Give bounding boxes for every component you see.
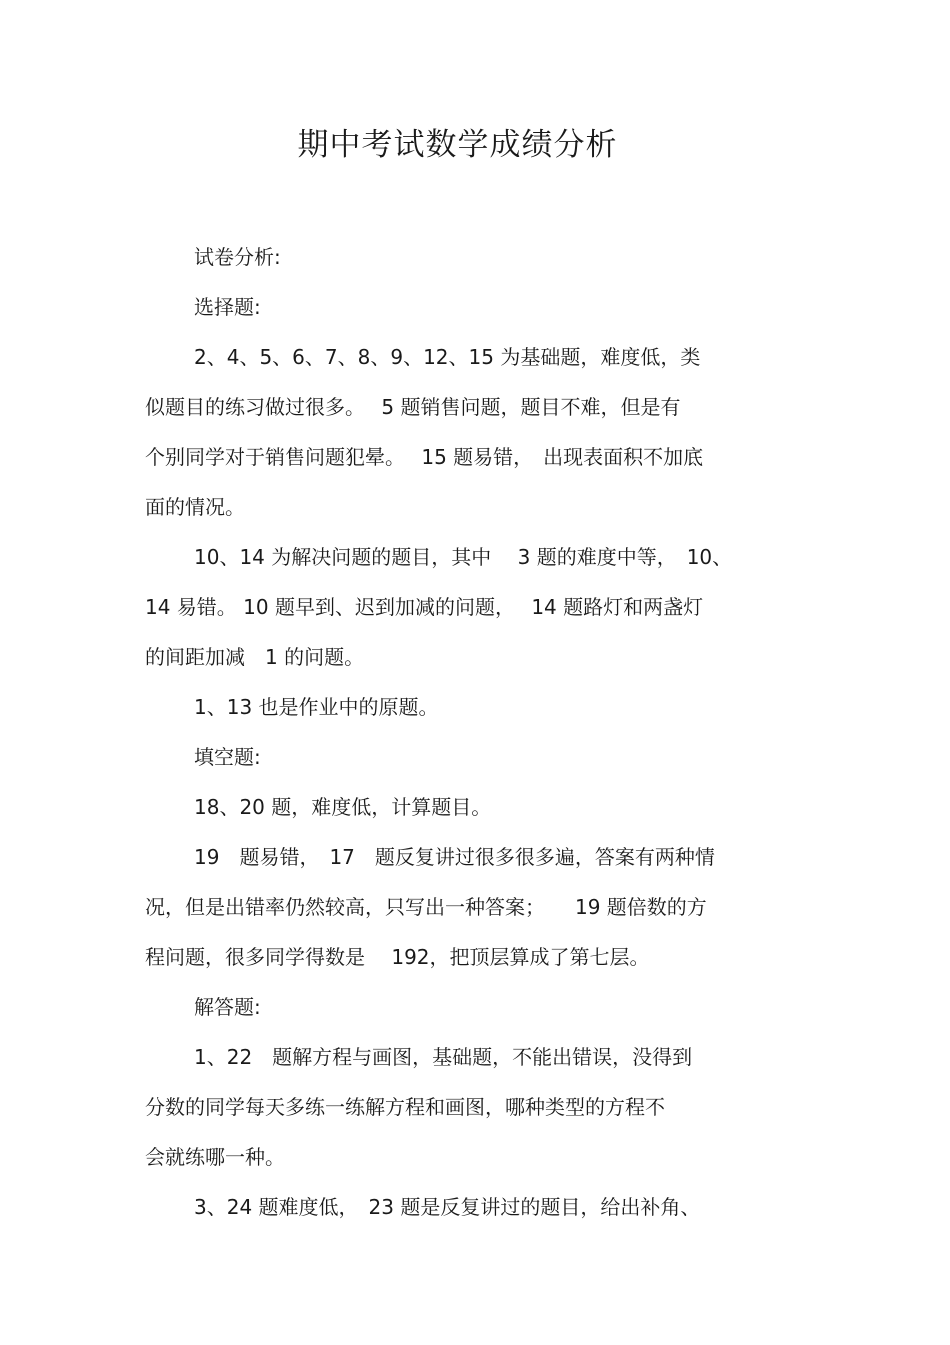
- paragraph-line: 况，但是出错率仍然较高，只写出一种答案； 19 题倍数的方: [145, 895, 707, 919]
- paragraph-line: 分数的同学每天多练一练解方程和画图，哪种类型的方程不: [145, 1095, 665, 1119]
- paragraph-line: 18、20 题，难度低，计算题目。: [194, 795, 492, 819]
- section-heading-paper-analysis: 试卷分析:: [194, 245, 281, 269]
- section-heading-multiple-choice: 选择题:: [194, 295, 261, 319]
- paragraph-line: 程问题，很多同学得数是 192，把顶层算成了第七层。: [145, 945, 650, 969]
- paragraph-line: 面的情况。: [145, 495, 245, 519]
- section-heading-fill-in-blank: 填空题:: [194, 745, 261, 769]
- page-title: 期中考试数学成绩分析: [297, 127, 618, 163]
- paragraph-line: 会就练哪一种。: [145, 1145, 285, 1169]
- paragraph-line: 的间距加减 1 的问题。: [145, 645, 365, 669]
- paragraph-line: 个别同学对于销售问题犯晕。 15 题易错， 出现表面积不加底: [145, 445, 704, 469]
- paragraph-line: 似题目的练习做过很多。 5 题销售问题，题目不难，但是有: [145, 395, 681, 419]
- paragraph-line: 10、14 为解决问题的题目，其中 3 题的难度中等， 10、: [194, 545, 733, 569]
- paragraph-line: 3、24 题难度低， 23 题是反复讲过的题目，给出补角、: [194, 1195, 701, 1219]
- paragraph-line: 1、13 也是作业中的原题。: [194, 695, 439, 719]
- paragraph-line: 1、22 题解方程与画图，基础题，不能出错误，没得到: [194, 1045, 693, 1069]
- paragraph-line: 2、4、5、6、7、8、9、12、15 为基础题，难度低，类: [194, 345, 701, 369]
- paragraph-line: 19 题易错， 17 题反复讲过很多很多遍，答案有两种情: [194, 845, 715, 869]
- section-heading-solution-problems: 解答题:: [194, 995, 261, 1019]
- paragraph-line: 14 易错。 10 题早到、迟到加减的问题， 14 题路灯和两盏灯: [145, 595, 704, 619]
